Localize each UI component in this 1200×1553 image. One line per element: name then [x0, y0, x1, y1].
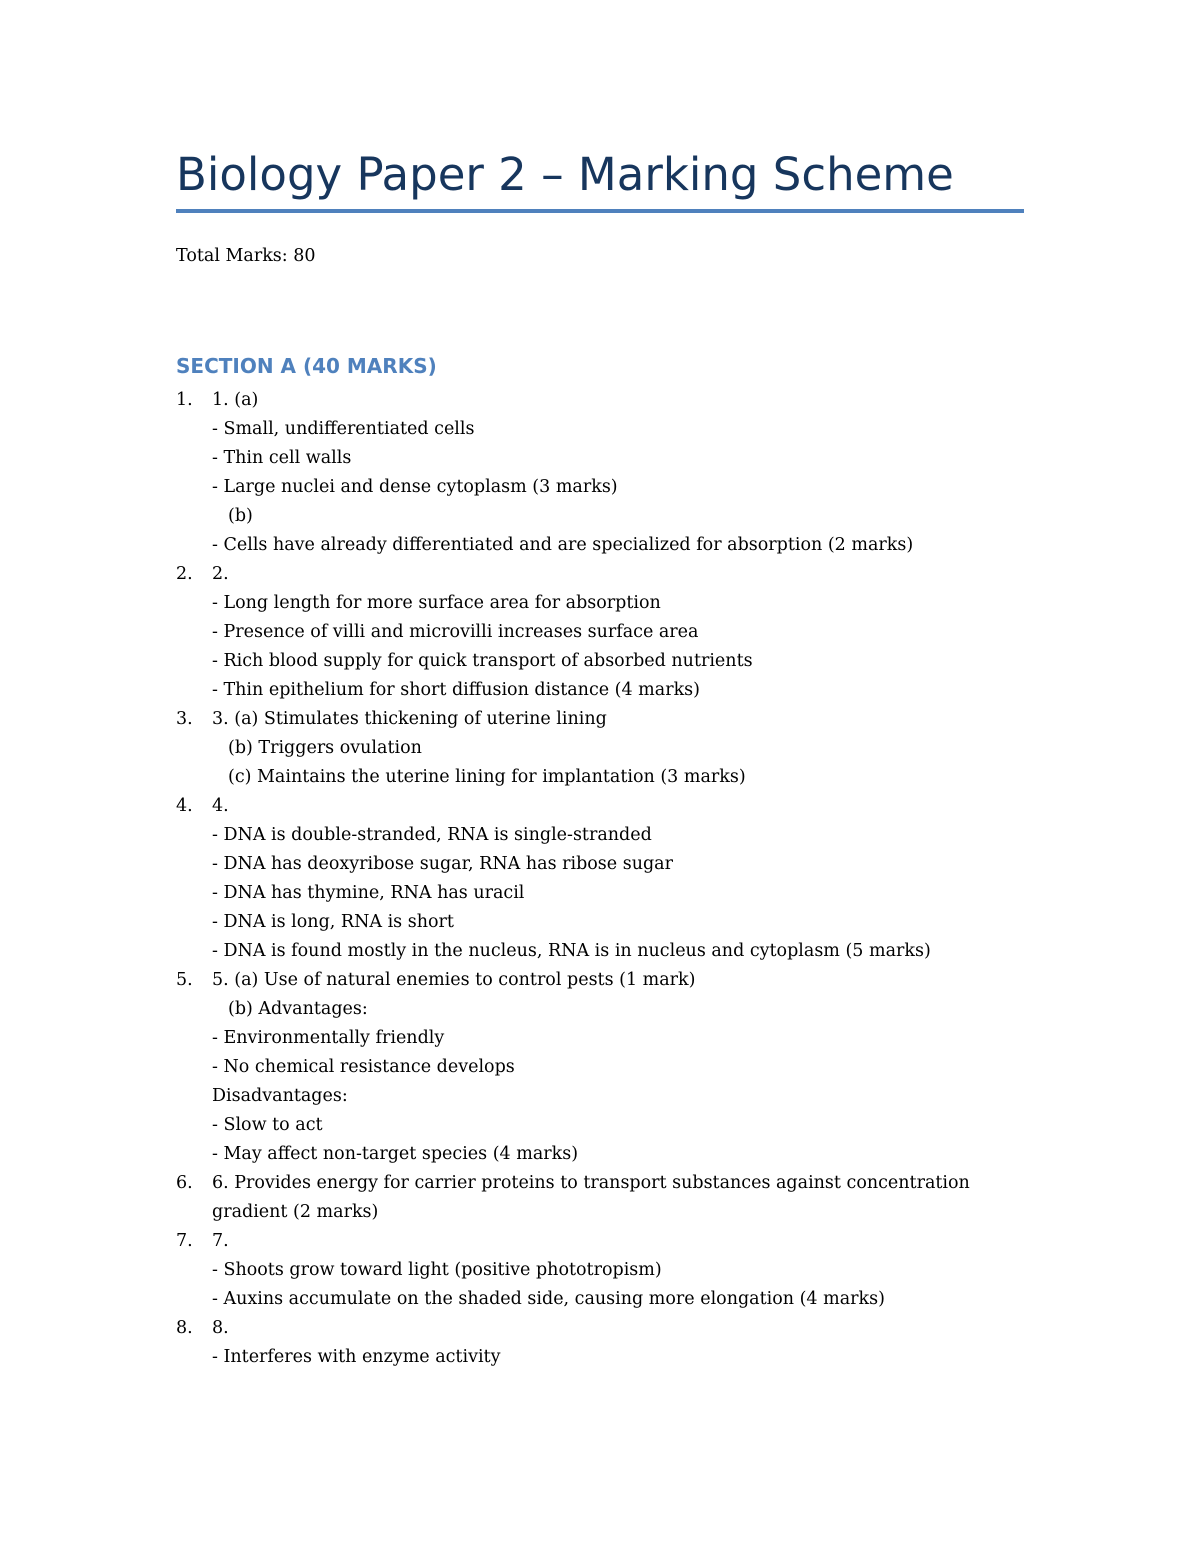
answer-number: 2.: [176, 564, 193, 584]
answer-line: (b) Triggers ovulation: [228, 738, 422, 758]
answer-line: (c) Maintains the uterine lining for implantation (3 marks): [228, 767, 746, 787]
answer-body: [212, 705, 1024, 792]
answer-line: - DNA has deoxyribose sugar, RNA has ribose sugar: [212, 854, 673, 874]
answer-item-2: [176, 560, 1024, 705]
answer-line: - DNA has thymine, RNA has uracil: [212, 883, 525, 903]
answer-line: - Slow to act: [212, 1115, 323, 1135]
answer-line: 6. Provides energy for carrier proteins to transport substances against concentration gradient (2 marks): [212, 1173, 970, 1222]
answer-line: 3. (a) Stimulates thickening of uterine lining: [212, 709, 607, 729]
answer-line: - DNA is double-stranded, RNA is single-stranded: [212, 825, 652, 845]
answer-line: - DNA is long, RNA is short: [212, 912, 454, 932]
title-underline: [176, 209, 1024, 213]
section-a-answer-list: [176, 386, 1024, 1372]
answer-body: [212, 792, 1024, 966]
answer-line: - Large nuclei and dense cytoplasm (3 marks): [212, 477, 618, 497]
answer-line: 1. (a): [212, 390, 259, 410]
answer-line: 8.: [212, 1318, 229, 1338]
answer-item-6: [176, 1169, 1024, 1227]
answer-line: - Presence of villi and microvilli increases surface area: [212, 622, 699, 642]
answer-line: 2.: [212, 564, 229, 584]
answer-item-7: [176, 1227, 1024, 1314]
answer-line: - Cells have already differentiated and are specialized for absorption (2 marks): [212, 535, 914, 555]
answer-item-5: [176, 966, 1024, 1169]
answer-line: - Thin cell walls: [212, 448, 352, 468]
answer-body: [212, 386, 1024, 560]
answer-line: - Auxins accumulate on the shaded side, causing more elongation (4 marks): [212, 1289, 885, 1309]
document-title: Biology Paper 2 – Marking Scheme: [176, 148, 954, 201]
answer-line: (b): [228, 506, 253, 526]
answer-line: - Long length for more surface area for absorption: [212, 593, 661, 613]
answer-number: 3.: [176, 709, 193, 729]
answer-body: [212, 1314, 1024, 1372]
answer-body: [212, 1169, 1024, 1227]
total-marks: Total Marks: 80: [176, 246, 316, 266]
answer-item-8: [176, 1314, 1024, 1372]
answer-number: 7.: [176, 1231, 193, 1251]
answer-number: 8.: [176, 1318, 193, 1338]
answer-line: - Rich blood supply for quick transport of absorbed nutrients: [212, 651, 753, 671]
answer-number: 6.: [176, 1173, 193, 1193]
answer-line: - DNA is found mostly in the nucleus, RNA is in nucleus and cytoplasm (5 marks): [212, 941, 931, 961]
answer-line: 7.: [212, 1231, 229, 1251]
answer-line: - No chemical resistance develops: [212, 1057, 515, 1077]
answer-line: - Interferes with enzyme activity: [212, 1347, 501, 1367]
answer-line: - May affect non-target species (4 marks): [212, 1144, 579, 1164]
answer-number: 5.: [176, 970, 193, 990]
answer-body: [212, 560, 1024, 705]
answer-line: 4.: [212, 796, 229, 816]
answer-item-4: [176, 792, 1024, 966]
answer-body: [212, 966, 1024, 1169]
answer-line: - Environmentally friendly: [212, 1028, 445, 1048]
answer-line: (b) Advantages:: [228, 999, 368, 1019]
answer-number: 4.: [176, 796, 193, 816]
answer-line: - Thin epithelium for short diffusion distance (4 marks): [212, 680, 700, 700]
answer-body: [212, 1227, 1024, 1314]
answer-line: 5. (a) Use of natural enemies to control pests (1 mark): [212, 970, 696, 990]
answer-line: Disadvantages:: [212, 1086, 348, 1106]
answer-number: 1.: [176, 390, 193, 410]
answer-line: - Shoots grow toward light (positive phototropism): [212, 1260, 662, 1280]
answer-item-3: [176, 705, 1024, 792]
section-a-heading: SECTION A (40 MARKS): [176, 354, 437, 378]
answer-item-1: [176, 386, 1024, 560]
answer-line: - Small, undifferentiated cells: [212, 419, 475, 439]
